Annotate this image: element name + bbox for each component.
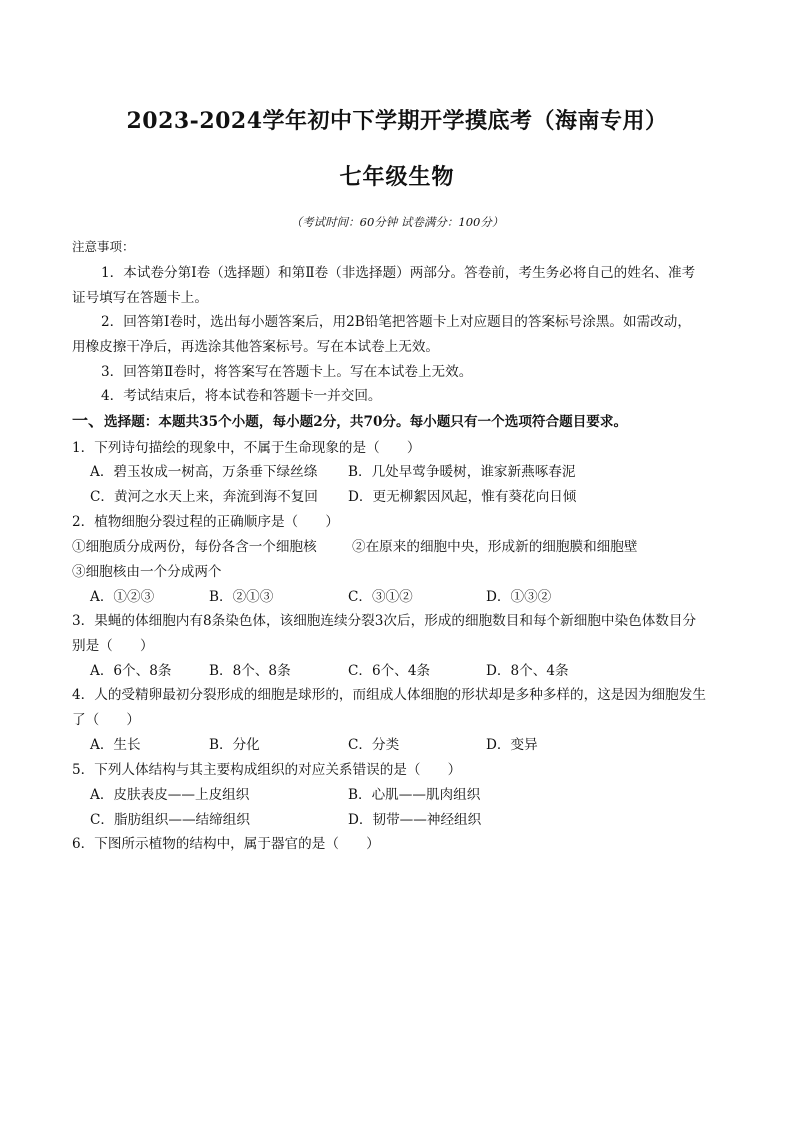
question-5-stem: 5．下列人体结构与其主要构成组织的对应关系错误的是（ ） (72, 762, 462, 778)
notice-item-1-cont: 证号填写在答题卡上。 (72, 290, 208, 306)
notice-item-2-cont: 用橡皮擦干净后，再选涂其他答案标号。写在本试卷上无效。 (72, 339, 440, 355)
section-number: 一、 (72, 411, 105, 430)
question-2-option-a: A．①②③ (90, 589, 155, 605)
question-5-option-a: A．皮肤表皮——上皮组织 (90, 787, 250, 803)
question-2-stem: 2．植物细胞分裂过程的正确顺序是（ ） (72, 514, 339, 530)
question-3-option-d: D．8个、4条 (486, 663, 569, 679)
question-4-stem-cont: 了（ ） (72, 712, 140, 728)
question-4-option-c: C．分类 (348, 737, 400, 753)
page-subtitle: 七年级生物 (339, 164, 455, 190)
question-6-stem: 6．下图所示植物的结构中，属于器官的是（ ） (72, 836, 380, 852)
question-2-option-b: B．②①③ (209, 589, 274, 605)
question-5-option-b: B．心肌——肌肉组织 (348, 787, 481, 803)
question-2-option-d: D．①③② (486, 589, 552, 605)
question-2-option-c: C．③①② (348, 589, 413, 605)
question-5-option-d: D．韧带——神经组织 (348, 812, 482, 828)
section-heading (72, 412, 627, 431)
question-3-stem-cont: 别是（ ） (72, 638, 154, 654)
section-description: 选择题：本题共35个小题，每小题2分，共70分。每小题只有一个选项符合题目要求。 (104, 414, 628, 430)
notice-item-4: 4．考试结束后，将本试卷和答题卡一并交回。 (101, 388, 382, 404)
question-4-option-b: B．分化 (209, 737, 260, 753)
question-4-stem: 4．人的受精卵最初分裂形成的细胞是球形的，而组成人体细胞的形状却是多种多样的，这是因为细胞发生 (72, 687, 706, 703)
question-1-option-c: C．黄河之水天上来，奔流到海不复回 (90, 489, 318, 505)
question-2-step-2: ②在原来的细胞中央，形成新的细胞膜和细胞壁 (352, 539, 638, 555)
question-3-option-a: A．6个、8条 (90, 663, 172, 679)
question-4-option-a: A．生长 (90, 737, 141, 753)
notice-item-1: 1．本试卷分第Ⅰ卷（选择题）和第Ⅱ卷（非选择题）两部分。答卷前，考生务必将自己的姓名、准考 (101, 265, 696, 281)
page-title: 2023-2024学年初中下学期开学摸底考（海南专用） (126, 108, 668, 134)
question-1-stem: 1．下列诗句描绘的现象中，不属于生命现象的是（ ） (72, 440, 421, 456)
notice-item-3: 3．回答第Ⅱ卷时，将答案写在答题卡上。写在本试卷上无效。 (101, 364, 473, 380)
question-3-option-c: C．6个、4条 (348, 663, 431, 679)
question-3-stem: 3．果蝇的体细胞内有8条染色体，该细胞连续分裂3次后，形成的细胞数目和每个新细胞中染色体数目分 (72, 613, 697, 629)
question-2-step-1: ①细胞质分成两份，每份各含一个细胞核 (72, 539, 317, 555)
question-3-option-b: B．8个、8条 (209, 663, 291, 679)
question-4-option-d: D．变异 (486, 737, 538, 753)
question-2-step-3: ③细胞核由一个分成两个 (72, 564, 222, 580)
question-1-option-d: D．更无柳絮因风起，惟有葵花向日倾 (348, 489, 577, 505)
question-1-option-a: A．碧玉妆成一树高，万条垂下绿丝绦 (90, 464, 318, 480)
question-5-option-c: C．脂肪组织——结缔组织 (90, 812, 250, 828)
question-1-option-b: B．几处早莺争暖树，谁家新燕啄春泥 (348, 464, 576, 480)
notice-item-2: 2．回答第Ⅰ卷时，选出每小题答案后，用2B铅笔把答题卡上对应题目的答案标号涂黑。如需改动， (101, 314, 691, 330)
notice-heading: 注意事项： (72, 239, 135, 254)
exam-info: （考试时间：60分钟 试卷满分：100分） (290, 215, 504, 229)
